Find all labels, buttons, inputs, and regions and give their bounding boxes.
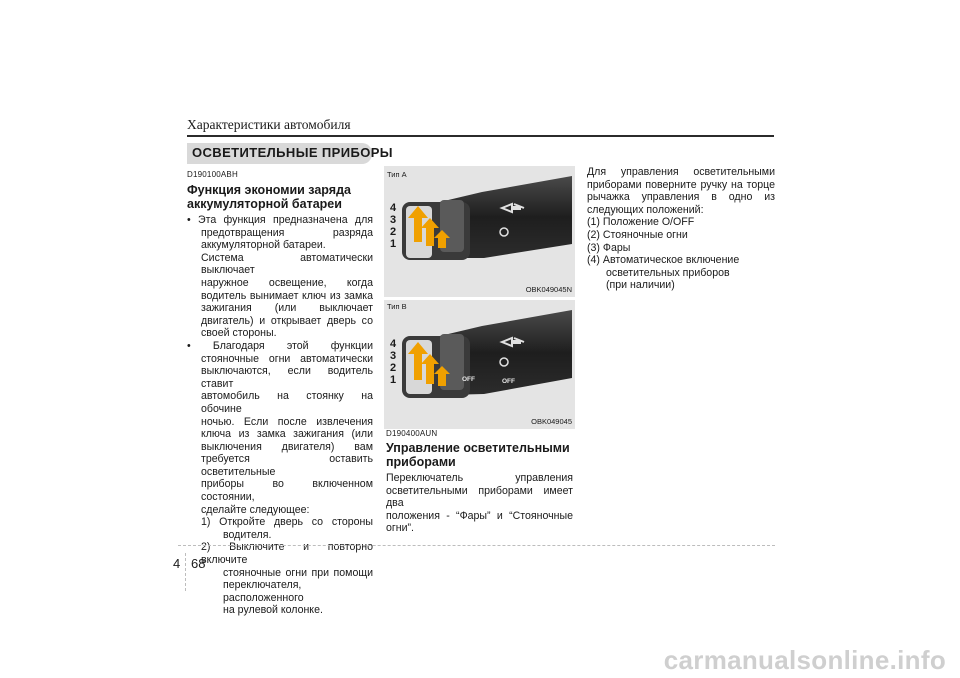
right-column: Для управления осветительными приборами поверните ручку на торце рычажка управления в одно из следующих положений: (1) Положение O/OFF (2) Стояночные огни (3) Фары (4) Автоматическое включение осветительных приборов (при наличии)	[587, 166, 775, 292]
figure-a-code: OBK049045N	[525, 285, 572, 294]
figure-b-label: Тип В	[387, 302, 407, 311]
section-title: ОСВЕТИТЕЛЬНЫЕ ПРИБОРЫ	[192, 145, 393, 160]
chapter-number: 4	[173, 556, 181, 571]
battery-saver-text: • Эта функция предназначена для предотвращения разряда аккумуляторной батареи. Система автоматически выключает наружное освещение, когда водитель вынимает ключ из замка зажигания (или выключает двигатель) и открывает дверь со своей стороны. • Благодаря этой функции стояночные огни автоматически выключаются, если водитель ставит автомобиль на стоянку на обочине ночью. Если после извлечения ключа из замка зажигания (или выключения двигателя) вам требуется оставить осветительные приборы во включенном состоянии, сделайте следующее: 1) Откройте дверь со стороны водителя. 2) Выключите и повторно включите стояночные огни при помощи переключателя, расположенного на рулевой колонке.	[187, 214, 373, 617]
figure-type-a	[384, 166, 575, 297]
position-3-label: 3	[390, 214, 397, 226]
position-list-item: (2) Стояночные огни	[587, 228, 688, 241]
lighting-control-text: Переключатель управления осветительными приборами имеет два положения - “Фары” и “Стояночные огни”.	[386, 472, 573, 535]
stalk-illustration	[384, 300, 575, 429]
position-2-label: 2	[390, 226, 397, 238]
figure-a-label: Тип А	[387, 170, 407, 179]
position-1-label: 1	[390, 374, 397, 386]
footer-divider	[185, 553, 186, 591]
page-number: 68	[191, 556, 206, 571]
section-code: D190400AUN	[386, 429, 438, 438]
section-code: D190100ABH	[187, 170, 238, 179]
lighting-control-heading: Управление осветительными приборами	[386, 441, 570, 469]
position-4-label: 4	[390, 338, 397, 350]
battery-saver-heading: Функция экономии заряда аккумуляторной батареи	[187, 183, 351, 211]
header-rule	[187, 135, 774, 137]
off-marker-1: OFF	[462, 376, 475, 383]
off-marker-2: OFF	[502, 378, 515, 385]
figure-b-code: OBK049045	[531, 417, 572, 426]
footer-rule	[178, 545, 775, 546]
position-4-label: 4	[390, 202, 397, 214]
position-1-label: 1	[390, 238, 397, 250]
position-3-label: 3	[390, 350, 397, 362]
position-2-label: 2	[390, 362, 397, 374]
running-header: Характеристики автомобиля	[187, 117, 351, 132]
left-column	[187, 170, 373, 617]
watermark: carmanualsonline.info	[663, 645, 946, 675]
figure-type-b	[384, 300, 575, 429]
position-list-item: (1) Положение O/OFF	[587, 216, 695, 229]
position-list-item: (4) Автоматическое включение	[587, 254, 740, 267]
position-list-item: (3) Фары	[587, 241, 631, 254]
stalk-illustration	[384, 166, 575, 297]
lighting-control-section	[386, 429, 573, 535]
